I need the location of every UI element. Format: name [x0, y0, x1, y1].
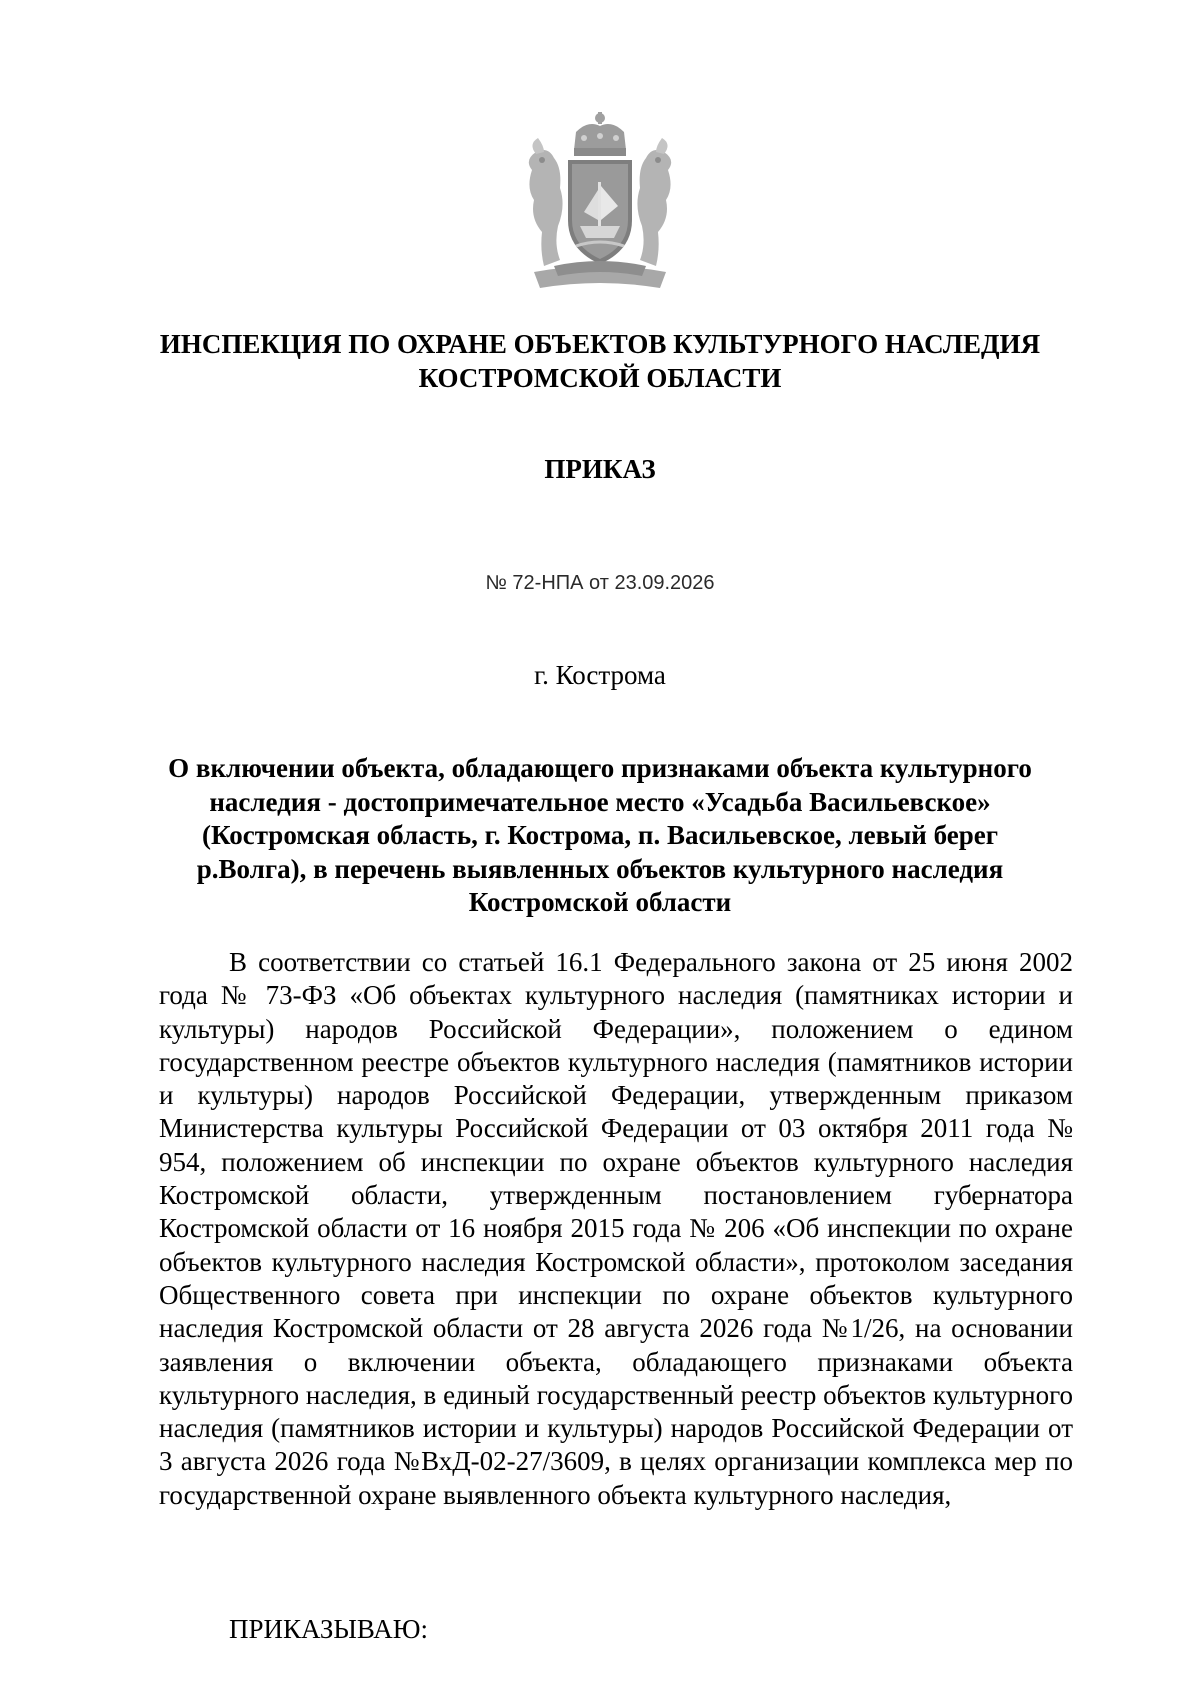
order-word: ПРИКАЗЫВАЮ:: [229, 1614, 428, 1644]
document-city: г. Кострома: [534, 660, 666, 690]
document-subject: О включении объекта, обладающего признаками объекта культурного наследия - достопримечательное место «Усадьба Васильевское» (Костромская область, г. Кострома, п. Васильевское, левый берег р.Волга), в перечень выявленных объектов культурного наследия Костромской области: [168, 753, 1032, 917]
coat-of-arms-emblem: [514, 110, 686, 294]
organization-name: ИНСПЕКЦИЯ ПО ОХРАНЕ ОБЪЕКТОВ КУЛЬТУРНОГО НАСЛЕДИЯ КОСТРОМСКОЙ ОБЛАСТИ: [159, 329, 1041, 393]
coat-of-arms-icon: [514, 110, 686, 294]
document-body-paragraph: В соответствии со статьей 16.1 Федерального закона от 25 июня 2002 года № 73-ФЗ «Об объектах культурного наследия (памятниках истории и культуры) народов Российской Федерации», положением о едином государственном реестре объектов культурного наследия (памятников истории и культуры) народов Российской Федерации, утвержденным приказом Министерства культуры Российской Федерации от 03 октября 2011 года № 954, положением об инспекции по охране объектов культурного наследия Костромской области, утвержденным постановлением губернатора Костромской области от 16 ноября 2015 года № 206 «Об инспекции по охране объектов культурного наследия Костромской области», протоколом заседания Общественного совета при инспекции по охране объектов культурного наследия Костромской области от 28 августа 2026 года №1/26, на основании заявления о включении объекта, обладающего признаками объекта культурного наследия, в единый государственный реестр объектов культурного наследия (памятников истории и культуры) народов Российской Федерации от 3 августа 2026 года №ВхД-02-27/3609, в целях организации комплекса мер по государственной охране выявленного объекта культурного наследия,: [159, 947, 1073, 1510]
document-number-date: № 72-НПА от 23.09.2026: [485, 572, 715, 594]
document-type-title: ПРИКАЗ: [544, 454, 656, 484]
